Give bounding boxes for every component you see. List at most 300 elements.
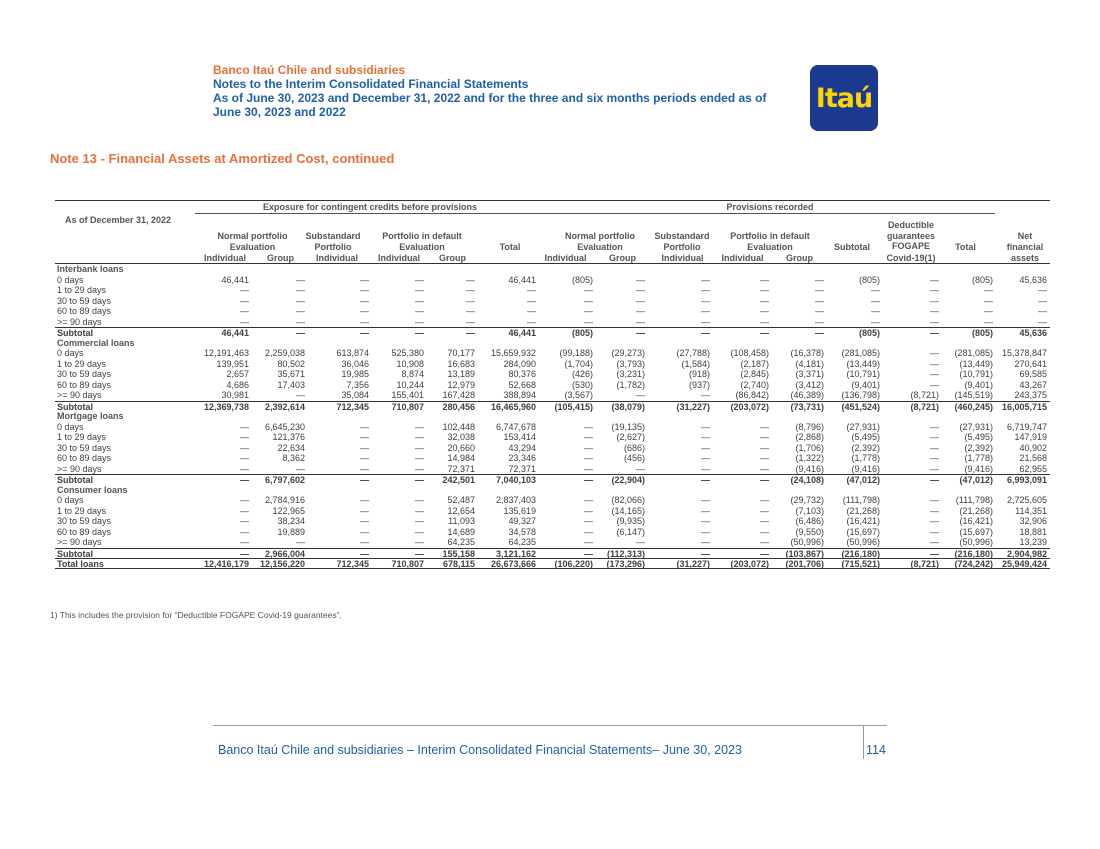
table-cell: (105,415) (554, 401, 593, 412)
total-row (55, 558, 1050, 569)
table-cell: 114,351 (1015, 505, 1047, 516)
table-cell: — (240, 442, 249, 453)
table-cell: — (930, 379, 939, 390)
table-cell: — (760, 548, 769, 559)
table-cell: — (701, 306, 710, 316)
table-cell: — (415, 516, 424, 526)
table-cell: — (240, 505, 249, 516)
table-cell: 2,784,916 (264, 495, 305, 505)
footer-text: Banco Itaú Chile and subsidiaries – Interim Consolidated Financial Statements– June 30, 2023 (218, 743, 742, 757)
table-cell: — (760, 453, 769, 463)
table-cell: — (296, 390, 305, 400)
table-cell: — (240, 537, 249, 547)
table-cell: 6,797,602 (264, 475, 305, 485)
table-cell: — (930, 285, 939, 295)
table-cell: — (360, 516, 369, 526)
group-rule-provisions (545, 213, 995, 214)
table-cell: — (296, 306, 305, 316)
table-cell: (111,798) (955, 495, 993, 505)
table-cell: — (415, 432, 424, 442)
table-cell: 80,502 (277, 358, 305, 369)
table-cell: — (415, 548, 424, 559)
row-label: Total loans (57, 559, 104, 569)
table-cell: (1,782) (616, 379, 645, 390)
table-cell: — (701, 421, 710, 432)
table-cell: — (415, 274, 424, 285)
table-cell: 25,949,424 (1001, 559, 1047, 569)
row-label: 0 days (57, 495, 84, 505)
table-cell: — (930, 526, 939, 537)
table-cell: — (360, 453, 369, 463)
table-cell: — (527, 316, 536, 327)
col-header-net-financial: Net financial (1006, 231, 1044, 252)
table-cell: (73,731) (790, 401, 824, 412)
table-cell: 10,908 (396, 358, 424, 369)
table-cell: 10,244 (396, 379, 424, 390)
table-cell: (50,996) (959, 537, 993, 547)
table-cell: — (527, 295, 536, 306)
table-cell: — (636, 306, 645, 316)
footer-rule (213, 725, 887, 726)
table-cell: 26,673,666 (490, 559, 536, 569)
table-cell: — (466, 328, 475, 338)
table-cell: (99,188) (559, 348, 593, 358)
table-cell: 35,084 (341, 390, 369, 400)
footer-separator (863, 725, 864, 759)
table-cell: — (415, 295, 424, 306)
table-cell: 6,645,230 (264, 421, 305, 432)
sub-header: assets (1010, 253, 1040, 263)
table-cell: — (360, 274, 369, 285)
row-label: 30 to 59 days (57, 369, 112, 379)
table-cell: — (240, 421, 249, 432)
table-cell: 35,671 (277, 369, 305, 379)
table-cell: (1,584) (681, 358, 710, 369)
table-cell: — (415, 505, 424, 516)
table-cell: — (636, 537, 645, 547)
table-cell: 32,906 (1019, 516, 1047, 526)
table-cell: (9,416) (851, 463, 880, 474)
table-cell: — (701, 495, 710, 505)
as-of-label: As of December 31, 2022 (65, 215, 172, 225)
table-cell: — (930, 358, 939, 369)
table-cell: (451,524) (841, 401, 880, 412)
table-cell: — (415, 463, 424, 474)
table-row (55, 464, 1050, 475)
table-cell: 147,919 (1014, 432, 1047, 442)
table-cell: 14,689 (447, 526, 475, 537)
table-cell: — (760, 285, 769, 295)
col-header-substandard-provisions: Substandard Portfolio (654, 231, 710, 252)
group-rule-exposure (195, 213, 545, 214)
page-number: 114 (866, 743, 886, 757)
table-cell: 45,636 (1019, 328, 1047, 338)
table-cell: — (296, 328, 305, 338)
table-cell: 40,902 (1019, 442, 1047, 453)
table-cell: (1,322) (795, 453, 824, 463)
row-label: Subtotal (57, 328, 93, 338)
table-cell: — (466, 295, 475, 306)
table-cell: (203,072) (730, 559, 769, 569)
table-cell: — (584, 285, 593, 295)
table-cell: — (240, 432, 249, 442)
table-cell: 678,115 (442, 559, 475, 569)
table-cell: (8,721) (910, 559, 939, 569)
table-cell: (9,401) (964, 379, 993, 390)
table-cell: (203,072) (730, 401, 769, 412)
table-cell: (31,227) (676, 401, 710, 412)
table-cell: — (760, 432, 769, 442)
table-cell: 280,456 (442, 401, 475, 412)
table-cell: — (415, 537, 424, 547)
table-cell: (50,996) (846, 537, 880, 547)
table-cell: 12,369,738 (203, 401, 249, 412)
table-row (55, 422, 1050, 433)
table-cell: — (760, 475, 769, 485)
row-label: Subtotal (57, 548, 93, 559)
table-cell: — (1038, 295, 1047, 306)
table-cell: — (984, 316, 993, 327)
table-cell: (145,519) (954, 390, 993, 400)
table-cell: 102,448 (442, 421, 475, 432)
row-label: 60 to 89 days (57, 379, 112, 390)
table-cell: 613,874 (336, 348, 369, 358)
table-cell: 242,501 (442, 475, 475, 485)
table-cell: (173,296) (606, 559, 645, 569)
footnote: 1) This includes the provision for “Deductible FOGAPE Covid-19 guarantees”. (50, 610, 342, 620)
table-row (55, 306, 1050, 317)
group-header-provisions: Provisions recorded (726, 202, 814, 212)
col-header-total-exposure: Total (499, 242, 521, 252)
table-cell: 45,636 (1019, 274, 1047, 285)
table-cell: — (760, 516, 769, 526)
sub-header: Individual (661, 253, 704, 263)
sub-header: Individual (315, 253, 358, 263)
table-cell: — (466, 274, 475, 285)
table-cell: — (360, 505, 369, 516)
section-row (55, 411, 1050, 422)
itau-logo (810, 65, 878, 131)
row-label: 0 days (57, 421, 84, 432)
table-cell: 36,046 (341, 358, 369, 369)
table-cell: — (636, 316, 645, 327)
table-cell: 2,904,982 (1006, 548, 1047, 559)
table-cell: 12,191,463 (203, 348, 249, 358)
table-cell: (15,697) (846, 526, 880, 537)
table-cell: — (527, 306, 536, 316)
table-cell: 16,465,960 (490, 401, 536, 412)
table-cell: (22,904) (611, 475, 645, 485)
table-cell: 270,641 (1014, 358, 1047, 369)
table-cell: 32,038 (447, 432, 475, 442)
table-cell: 2,725,605 (1006, 495, 1047, 505)
table-cell: 52,668 (508, 379, 536, 390)
table-cell: (46,389) (790, 390, 824, 400)
sub-header: Group (609, 253, 636, 263)
table-cell: — (930, 432, 939, 442)
table-cell: 34,578 (508, 526, 536, 537)
row-label: 1 to 29 days (57, 432, 107, 442)
table-cell: (1,704) (564, 358, 593, 369)
table-cell: — (584, 505, 593, 516)
table-row (55, 390, 1050, 401)
table-cell: 2,259,038 (264, 348, 305, 358)
table-cell: — (701, 526, 710, 537)
table-row (55, 296, 1050, 307)
table-cell: (47,012) (959, 475, 993, 485)
table-cell: 20,660 (447, 442, 475, 453)
table-cell: 8,874 (401, 369, 424, 379)
subtotal-row (55, 474, 1050, 485)
table-cell: (10,791) (846, 369, 880, 379)
table-cell: — (760, 463, 769, 474)
table-cell: — (360, 526, 369, 537)
table-cell: 46,441 (508, 274, 536, 285)
table-cell: — (760, 442, 769, 453)
table-row (55, 527, 1050, 538)
table-row (55, 380, 1050, 391)
table-cell: — (701, 432, 710, 442)
table-cell: (21,268) (846, 505, 880, 516)
row-label: Interbank loans (57, 264, 124, 274)
row-label: 1 to 29 days (57, 358, 107, 369)
table-cell: (918) (688, 369, 710, 379)
table-cell: — (296, 285, 305, 295)
table-cell: (136,798) (841, 390, 880, 400)
table-cell: — (701, 548, 710, 559)
table-cell: — (584, 537, 593, 547)
table-cell: 46,441 (221, 328, 249, 338)
table-cell: (9,401) (851, 379, 880, 390)
table-cell: — (815, 295, 824, 306)
table-cell: (216,180) (954, 548, 993, 559)
table-cell: 155,401 (391, 390, 424, 400)
table-cell: — (815, 306, 824, 316)
table-cell: — (815, 285, 824, 295)
table-cell: (2,845) (740, 369, 769, 379)
table-cell: — (584, 495, 593, 505)
table-cell: — (296, 537, 305, 547)
table-cell: — (815, 328, 824, 338)
sub-header: Individual (544, 253, 587, 263)
subtotal-row (55, 401, 1050, 412)
table-cell: (24,108) (790, 475, 824, 485)
row-label: Subtotal (57, 401, 93, 412)
table-cell: — (760, 421, 769, 432)
table-cell: (456) (623, 453, 645, 463)
table-cell: — (1038, 316, 1047, 327)
col-header-total-provisions: Total (955, 242, 976, 252)
table-cell: 167,428 (442, 390, 475, 400)
table-cell: (2,627) (616, 432, 645, 442)
table-cell: (805) (858, 274, 880, 285)
table-cell: 21,568 (1019, 453, 1047, 463)
table-cell: (47,012) (846, 475, 880, 485)
table-cell: 12,156,220 (259, 559, 305, 569)
table-cell: — (760, 274, 769, 285)
table-cell: — (584, 295, 593, 306)
table-cell: — (584, 316, 593, 327)
table-cell: 13,189 (447, 369, 475, 379)
table-cell: 710,807 (391, 559, 424, 569)
table-cell: 712,345 (336, 401, 369, 412)
table-cell: (216,180) (841, 548, 880, 559)
table-cell: — (871, 285, 880, 295)
table-cell: — (584, 421, 593, 432)
group-header-exposure: Exposure for contingent credits before provisions (262, 202, 478, 212)
table-cell: — (584, 306, 593, 316)
table-cell: (8,796) (795, 421, 824, 432)
table-cell: (111,798) (842, 495, 880, 505)
row-label: >= 90 days (57, 463, 102, 474)
table-cell: — (1038, 306, 1047, 316)
table-cell: (724,242) (954, 559, 993, 569)
table-cell: — (466, 285, 475, 295)
table-row (55, 443, 1050, 454)
table-cell: (15,697) (959, 526, 993, 537)
table-cell: (686) (623, 442, 645, 453)
col-header-subtotal: Subtotal (834, 242, 870, 252)
table-cell: — (930, 306, 939, 316)
table-row (55, 495, 1050, 506)
table-cell: 710,807 (391, 401, 424, 412)
row-label: 60 to 89 days (57, 453, 112, 463)
table-cell: — (984, 306, 993, 316)
table-cell: 80,376 (508, 369, 536, 379)
table-cell: — (240, 526, 249, 537)
table-cell: (8,721) (910, 390, 939, 400)
table-cell: 2,966,004 (264, 548, 305, 559)
table-cell: 153,414 (503, 432, 536, 442)
table-cell: — (871, 295, 880, 306)
table-cell: 7,040,103 (495, 475, 536, 485)
table-cell: — (930, 328, 939, 338)
table-row (55, 317, 1050, 328)
table-cell: — (760, 306, 769, 316)
table-cell: (82,066) (611, 495, 645, 505)
table-cell: — (360, 495, 369, 505)
table-cell: — (930, 369, 939, 379)
table-cell: (5,495) (964, 432, 993, 442)
table-cell: 22,634 (277, 442, 305, 453)
note-title: Note 13 - Financial Assets at Amortized Cost, continued (50, 151, 395, 166)
table-cell: — (466, 316, 475, 327)
table-cell: 46,441 (508, 328, 536, 338)
table-cell: — (815, 274, 824, 285)
table-cell: (3,567) (564, 390, 593, 400)
table-cell: 62,955 (1019, 463, 1047, 474)
table-cell: — (240, 516, 249, 526)
row-label: >= 90 days (57, 390, 102, 400)
table-top-rule (55, 200, 1050, 201)
table-cell: — (360, 328, 369, 338)
table-cell: 72,371 (508, 463, 536, 474)
header-line-3: As of June 30, 2023 and December 31, 2022 and for the three and six months periods ended as of (213, 91, 767, 105)
table-cell: 15,378,847 (1001, 348, 1047, 358)
table-cell: — (636, 295, 645, 306)
table-cell: — (584, 516, 593, 526)
row-label: Subtotal (57, 475, 93, 485)
table-cell: 4,686 (226, 379, 249, 390)
table-cell: — (760, 495, 769, 505)
table-cell: 139,951 (216, 358, 249, 369)
table-cell: (29,273) (611, 348, 645, 358)
table-cell: — (360, 432, 369, 442)
table-cell: (106,220) (554, 559, 593, 569)
table-cell: — (701, 453, 710, 463)
table-cell: — (930, 475, 939, 485)
table-cell: — (360, 442, 369, 453)
table-cell: — (984, 295, 993, 306)
table-cell: — (760, 537, 769, 547)
table-cell: — (240, 306, 249, 316)
table-cell: (6,486) (795, 516, 824, 526)
table-cell: — (584, 526, 593, 537)
table-cell: — (701, 442, 710, 453)
table-cell: — (930, 516, 939, 526)
table-row (55, 516, 1050, 527)
table-cell: — (296, 463, 305, 474)
table-cell: — (360, 421, 369, 432)
table-cell: — (240, 495, 249, 505)
table-cell: (13,449) (959, 358, 993, 369)
table-cell: (805) (971, 274, 993, 285)
table-row (55, 453, 1050, 464)
table-cell: — (815, 316, 824, 327)
col-header-substandard-exposure: Substandard Portfolio (305, 231, 361, 252)
table-cell: 12,654 (447, 505, 475, 516)
table-cell: — (360, 548, 369, 559)
table-cell: — (701, 316, 710, 327)
table-cell: — (240, 316, 249, 327)
row-label: 30 to 59 days (57, 442, 112, 453)
table-cell: (2,392) (964, 442, 993, 453)
table-cell: 388,894 (503, 390, 536, 400)
table-cell: — (930, 295, 939, 306)
table-cell: — (360, 463, 369, 474)
table-cell: 64,235 (508, 537, 536, 547)
table-cell: — (636, 285, 645, 295)
table-cell: (715,521) (841, 559, 880, 569)
table-cell: 7,356 (346, 379, 369, 390)
col-header-normal-provisions: Normal portfolio Evaluation (565, 231, 635, 252)
table-cell: — (930, 495, 939, 505)
table-cell: 6,719,747 (1006, 421, 1047, 432)
table-cell: (4,181) (795, 358, 824, 369)
table-cell: (103,867) (785, 548, 824, 559)
row-label: Consumer loans (57, 484, 128, 495)
table-cell: (27,788) (676, 348, 710, 358)
table-cell: 8,362 (282, 453, 305, 463)
table-cell: (3,371) (795, 369, 824, 379)
table-cell: — (760, 316, 769, 327)
table-cell: — (930, 274, 939, 285)
table-cell: (31,227) (676, 559, 710, 569)
table-cell: (16,378) (790, 348, 824, 358)
row-label: 30 to 59 days (57, 295, 112, 306)
table-cell: (1,778) (964, 453, 993, 463)
table-row (55, 348, 1050, 359)
table-cell: — (984, 285, 993, 295)
document-header (213, 63, 813, 119)
table-cell: — (415, 442, 424, 453)
table-cell: 12,416,179 (203, 559, 249, 569)
table-cell: — (1038, 285, 1047, 295)
table-row (55, 275, 1050, 286)
table-cell: 525,380 (391, 348, 424, 358)
row-label: 0 days (57, 348, 84, 358)
table-cell: — (415, 526, 424, 537)
